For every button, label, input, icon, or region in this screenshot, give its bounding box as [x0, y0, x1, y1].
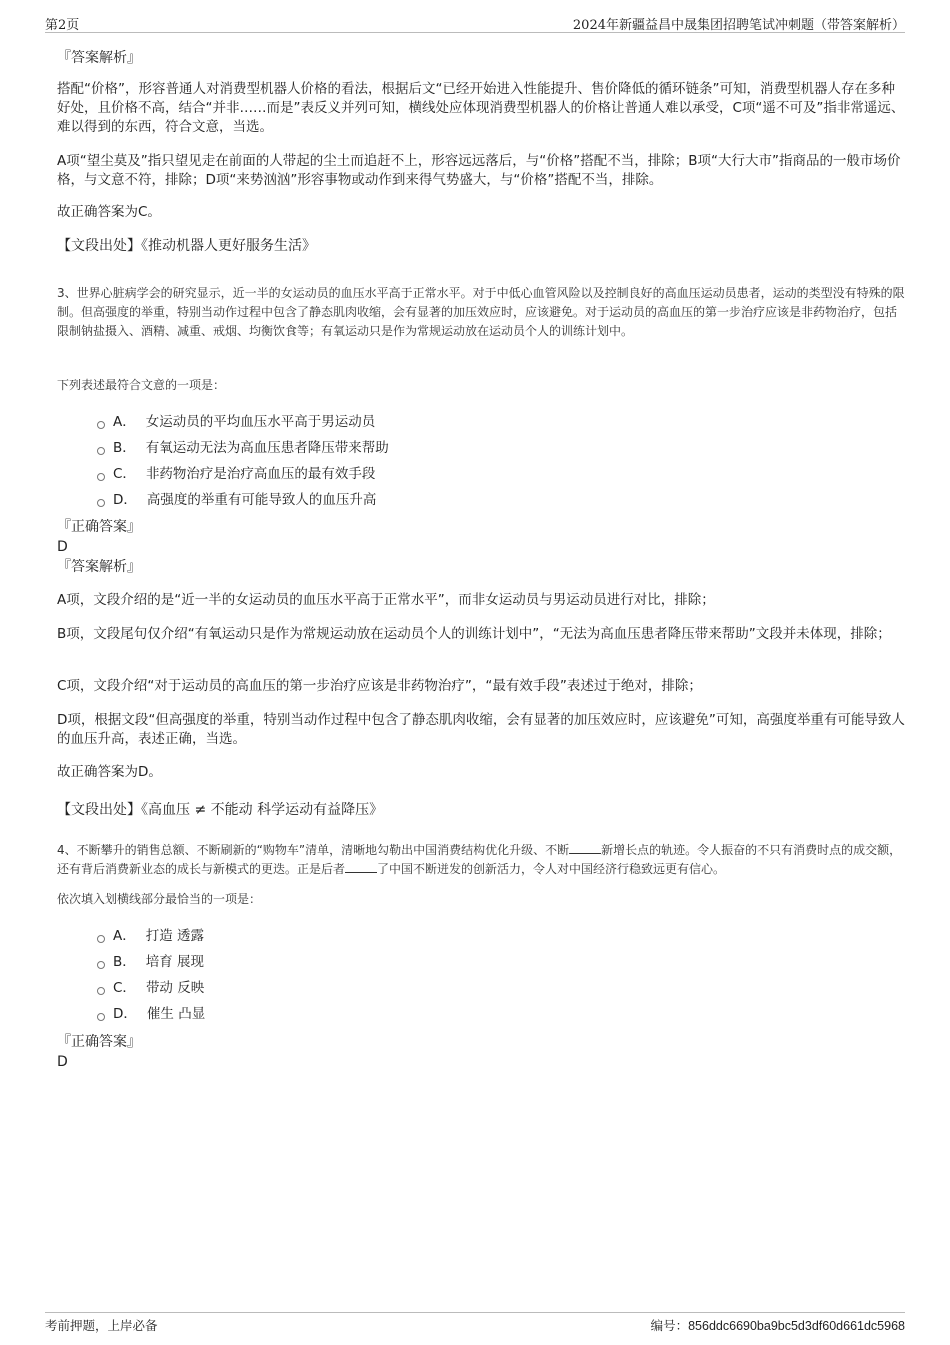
radio-icon[interactable]	[97, 421, 105, 429]
radio-icon[interactable]	[97, 987, 105, 995]
source-title: 《高血压 ≠ 不能动 科学运动有益降压》	[141, 802, 384, 818]
prev-conclusion: 故正确答案为C。	[57, 204, 161, 220]
analysis-label: 『答案解析』	[57, 559, 141, 575]
page-number: 第2页	[45, 18, 80, 33]
prev-analysis-paragraph-1: 搭配“价格”，形容普通人对消费型机器人价格的看法，根据后文“已经开始进入性能提升、售价降低的循环链条”可知，消费型机器人存在多种好处，且价格不高，结合“并非……而是”表反义并列可知，横线处应体现消费型机器人的价格让普通人难以承受，C项“遥不可及”指非常遥远、难以得到的东西，符合文意，当选。	[57, 81, 905, 135]
radio-icon[interactable]	[97, 1013, 105, 1021]
question-4-answer: D	[57, 1054, 68, 1070]
source-prefix: 【文段出处】	[57, 802, 141, 818]
radio-icon[interactable]	[97, 473, 105, 481]
question-3-analysis-d: D项，根据文段“但高强度的举重，特别当动作过程中包含了静态肌肉收缩，会有显著的加压效应时，应该避免”可知，高强度举重有可能导致人的血压升高，表述正确，当选。	[57, 712, 905, 747]
question-3-analysis-a: A项，文段介绍的是“近一半的女运动员的血压水平高于正常水平”，而非女运动员与男运动员进行对比，排除；	[57, 592, 715, 608]
footer-slogan: 考前押题，上岸必备	[45, 1318, 158, 1333]
document-title: 2024年新疆益昌中晟集团招聘笔试冲刺题（带答案解析）	[572, 18, 905, 33]
question-4-option-d[interactable]: D． 催生 凸显	[97, 1001, 205, 1027]
correct-answer-label: 『正确答案』	[57, 1034, 141, 1050]
question-4-prompt: 依次填入划横线部分最恰当的一项是：	[57, 892, 262, 906]
fill-blank-2	[345, 860, 377, 873]
question-3-prompt: 下列表述最符合文意的一项是：	[57, 378, 226, 392]
question-3-source	[57, 800, 905, 820]
document-code: 编号：856ddc6690ba9bc5d3df60d661dc5968	[650, 1318, 905, 1333]
question-3-option-a[interactable]: A． 女运动员的平均血压水平高于男运动员	[97, 409, 389, 435]
question-3-text: 3、世界心脏病学会的研究显示，近一半的女运动员的血压水平高于正常水平。对于中低心血管风险以及控制良好的高血压运动员患者，运动的类型没有特殊的限制。但高强度的举重，特别当动作过程中包含了静态肌肉收缩，会有显著的加压效应时，应该避免。对于运动员的高血压的第一步治疗应该是非药物治疗，包括限制钠盐摄入、酒精、减重、戒烟、均衡饮食等；有氧运动只是作为常规运动放在运动员个人的训练计划中。	[57, 286, 905, 338]
question-4-option-a[interactable]: A． 打造 透露	[97, 923, 205, 949]
page-header	[45, 12, 905, 33]
question-4-options	[97, 923, 205, 1027]
question-3-options	[97, 409, 389, 513]
radio-icon[interactable]	[97, 447, 105, 455]
question-3-option-b[interactable]: B． 有氧运动无法为高血压患者降压带来帮助	[97, 435, 389, 461]
fill-blank-1	[569, 841, 601, 854]
page-footer	[45, 1312, 905, 1337]
question-4-text: 4、不断攀升的销售总额、不断刷新的“购物车”清单，清晰地勾勒出中国消费结构优化升级、不断 新增长点的轨迹。令人振奋的不只有消费时点的成交额，还有背后消费新业态的成长与新模式的更迭。正是后者 了中国不断迸发的创新活力，令人对中国经济行稳致远更有信心。	[57, 843, 902, 876]
question-3-conclusion: 故正确答案为D。	[57, 764, 162, 780]
prev-source	[57, 236, 905, 256]
question-4-option-b[interactable]: B． 培育 展现	[97, 949, 205, 975]
radio-icon[interactable]	[97, 935, 105, 943]
question-4-option-c[interactable]: C． 带动 反映	[97, 975, 205, 1001]
source-prefix: 【文段出处】	[57, 238, 141, 254]
question-3-analysis-b: B项，文段尾句仅介绍“有氧运动只是作为常规运动放在运动员个人的训练计划中”，“无法为高血压患者降压带来帮助”文段并未体现，排除；	[57, 626, 891, 642]
analysis-label: 『答案解析』	[57, 50, 141, 66]
question-3-answer: D	[57, 539, 68, 555]
question-3-option-c[interactable]: C． 非药物治疗是治疗高血压的最有效手段	[97, 461, 389, 487]
question-3-option-d[interactable]: D． 高强度的举重有可能导致人的血压升高	[97, 487, 389, 513]
question-3-analysis-c: C项，文段介绍“对于运动员的高血压的第一步治疗应该是非药物治疗”，“最有效手段”表述过于绝对，排除；	[57, 678, 702, 694]
source-title: 《推动机器人更好服务生活》	[141, 238, 316, 254]
prev-analysis-paragraph-2: A项“望尘莫及”指只望见走在前面的人带起的尘土而追赶不上，形容远远落后，与“价格”搭配不当，排除；B项“大行大市”指商品的一般市场价格，与文意不符，排除；D项“来势汹汹”形容事物或动作到来得气势盛大，与“价格”搭配不当，排除。	[57, 153, 901, 188]
correct-answer-label: 『正确答案』	[57, 519, 141, 535]
radio-icon[interactable]	[97, 961, 105, 969]
radio-icon[interactable]	[97, 499, 105, 507]
